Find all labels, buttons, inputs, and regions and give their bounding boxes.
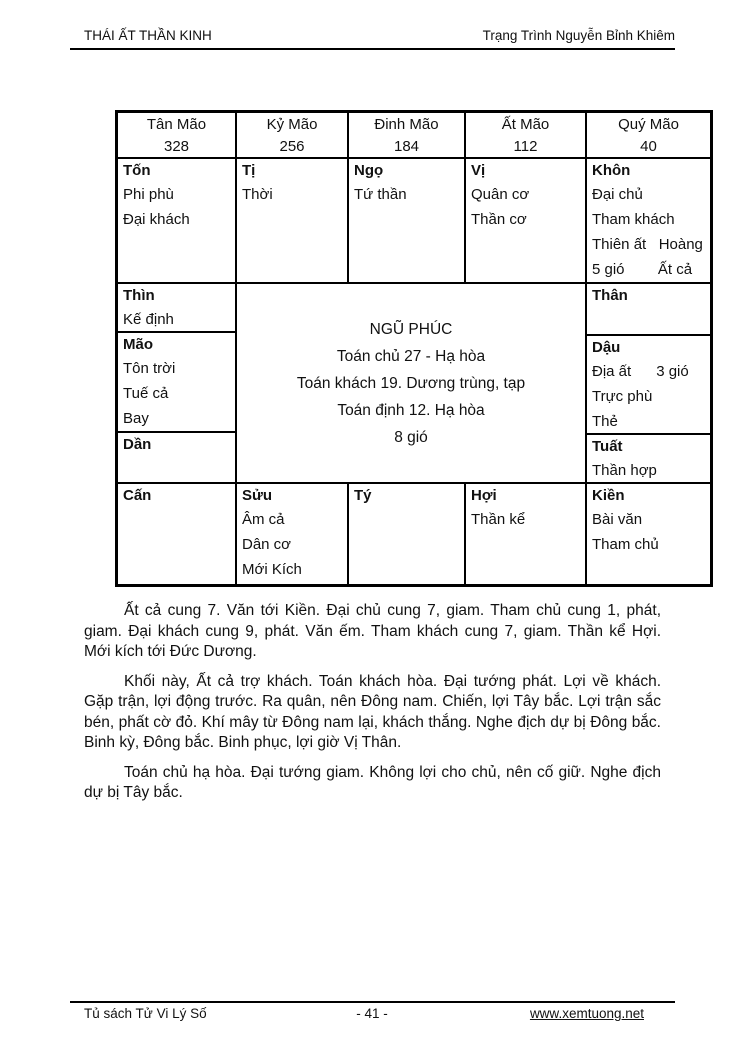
cell-label: Tốn [123, 162, 151, 179]
cell-label: Dậu [592, 339, 621, 356]
year-name: Tân Mão [146, 116, 207, 133]
cell-hoi [465, 483, 586, 585]
cell-lines [349, 182, 464, 207]
cell-line: Địa ất 3 gió [592, 363, 689, 380]
cell-line: Thần hợp [592, 462, 657, 479]
cell-line: Thẻ [592, 413, 618, 430]
cell-label: Tị [242, 162, 256, 179]
cell-label: Sửu [242, 487, 273, 504]
cell-line: Đại khách [123, 211, 190, 228]
cell-label: Tý [354, 487, 372, 504]
cell-ngo [348, 158, 465, 283]
year-cell-dinh-mao [348, 112, 465, 158]
cell-lines [587, 507, 710, 557]
cell-kien [586, 483, 711, 585]
thai-at-chart [115, 110, 713, 587]
cell-lines [118, 182, 235, 232]
cell-line: Tham khách [592, 211, 675, 228]
cell-ty [348, 483, 465, 585]
cell-line: Toán định 12. Hạ hòa [337, 401, 485, 419]
footer-website-link[interactable]: www.xemtuong.net [529, 1006, 644, 1021]
cell-line: Tham chủ [592, 536, 659, 553]
cell-line: Thời [242, 186, 273, 203]
cell-dan [117, 432, 236, 483]
cell-line: Bay [123, 410, 149, 427]
cell-label: Kiền [592, 487, 625, 504]
year-cell-at-mao [465, 112, 586, 158]
page-header [84, 28, 675, 43]
year-name: Đinh Mão [374, 116, 439, 133]
cell-khon [586, 158, 711, 283]
cell-lines [118, 307, 235, 332]
cell-lines [587, 458, 710, 483]
cell-thin [117, 283, 236, 332]
year-name: Quý Mão [618, 116, 679, 133]
cell-line: Quân cơ [471, 186, 530, 203]
paragraph-2: Khối này, Ất cả trợ khách. Toán khách hòa. Đại tướng phát. Lợi về khách. Gặp trận, lợi động trước. Ra quân, nên Đông nam. Chiến, lợi Tây bắc. Lợi trận sắc bén, phất cờ đỏ. Khí mây từ Đông nam lại, khách thắng. Nghe địch dự bị Đông bắc. Binh kỳ, Đông bắc. Binh phục, lợi giờ Vị Thân. [84, 672, 661, 751]
footer-series-title: Tủ sách Tử Vi Lý Số [84, 1006, 207, 1021]
cell-label: Thìn [123, 287, 155, 304]
year-cell-ky-mao [236, 112, 348, 158]
cell-line: Toán chủ 27 - Hạ hòa [336, 347, 486, 365]
footer-rule [70, 1001, 675, 1003]
cell-line: Trực phù [592, 388, 653, 405]
cell-line: Tứ thần [354, 186, 407, 203]
footer-page-number: - 41 - [356, 1006, 388, 1021]
cell-line: Thần cơ [471, 211, 527, 228]
cell-line: Bài văn [592, 511, 643, 528]
cell-label: Tuất [592, 438, 623, 455]
cell-line: Thiên ất Hoàng [592, 236, 703, 253]
year-value: 328 [163, 138, 190, 155]
cell-ti [236, 158, 348, 283]
cell-line: Tuế cả [123, 385, 169, 402]
body-text [84, 601, 661, 813]
year-value: 112 [513, 138, 538, 155]
cell-label: Vị [471, 162, 486, 179]
cell-can [117, 483, 236, 585]
cell-ton [117, 158, 236, 283]
cell-line: Thần kể [471, 511, 526, 528]
cell-mao [117, 332, 236, 432]
cell-label: Cấn [123, 487, 152, 504]
cell-line: 5 gió Ất cả [592, 261, 693, 278]
cell-label: Khôn [592, 162, 631, 179]
cell-than [586, 283, 711, 335]
cell-label: Thân [592, 287, 628, 304]
book-author: Trạng Trình Nguyễn Bỉnh Khiêm [482, 28, 675, 43]
cell-line: Phi phù [123, 186, 174, 203]
center-cell-ngu-phuc [236, 283, 586, 483]
cell-lines [237, 182, 347, 207]
cell-lines [237, 507, 347, 582]
cell-line: Dân cơ [242, 536, 292, 553]
cell-label: Mão [123, 336, 153, 353]
paragraph-1: Ất cả cung 7. Văn tới Kiền. Đại chủ cung 7, giam. Tham chủ cung 1, phát, giam. Đại khách cung 9, phát. Văn ếm. Tham khách cung 7, giam. Thần kể Hợi. Mới kích tới Đức Dương. [84, 602, 661, 660]
cell-label: Hợi [471, 487, 497, 504]
cell-dau [586, 335, 711, 434]
cell-lines [466, 182, 585, 232]
year-value: 184 [393, 138, 420, 155]
cell-line: Tôn trời [123, 360, 176, 377]
year-cell-tan-mao [117, 112, 236, 158]
year-cell-quy-mao [586, 112, 711, 158]
cell-label: Dần [123, 436, 152, 453]
cell-lines [118, 356, 235, 431]
cell-line: Toán khách 19. Dương trùng, tạp [296, 374, 526, 392]
cell-lines [466, 507, 585, 532]
paragraph-3: Toán chủ hạ hòa. Đại tướng giam. Không lợi cho chủ, nên cố giữ. Nghe địch dự bị Tây bắc. [84, 763, 661, 801]
cell-line: Đại chủ [592, 186, 643, 203]
cell-lines [587, 182, 710, 282]
center-lines [237, 343, 585, 451]
cell-vi [465, 158, 586, 283]
cell-line: Âm cả [242, 511, 285, 528]
year-name: Ất Mão [501, 116, 550, 133]
cell-tuat [586, 434, 711, 483]
cell-suu [236, 483, 348, 585]
cell-line: Mới Kích [242, 561, 302, 578]
cell-line: Kế định [123, 311, 174, 328]
year-value: 256 [279, 138, 305, 155]
cell-lines [587, 359, 710, 434]
year-value: 40 [640, 138, 657, 155]
cell-label: Ngọ [354, 162, 384, 179]
cell-line: 8 gió [394, 428, 428, 446]
center-title: NGŨ PHÚC [369, 320, 453, 338]
year-name: Kỷ Mão [266, 116, 318, 133]
header-rule [70, 48, 675, 50]
book-title: THÁI ẤT THẦN KINH [84, 28, 212, 43]
